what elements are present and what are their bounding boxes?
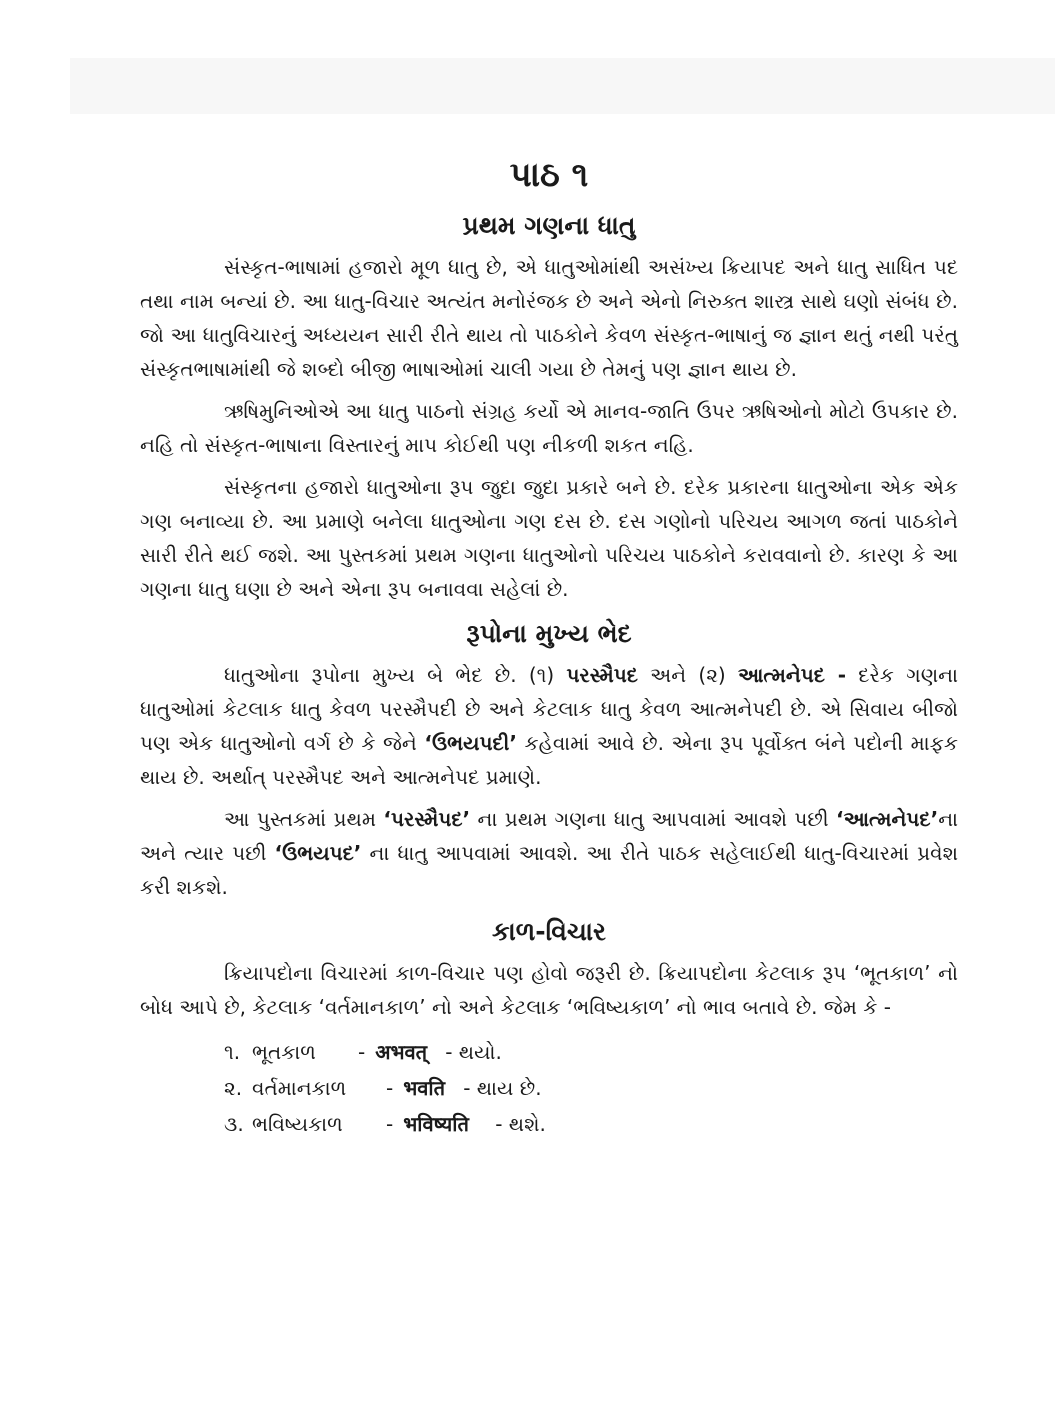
- separator-dash: -: [358, 1040, 366, 1064]
- header-band: [70, 58, 1055, 114]
- lesson-title: પાઠ ૧: [509, 155, 589, 195]
- paragraph-pada-types: [140, 658, 958, 794]
- paragraph-tense: ક્રિયાપદોના વિચારમાં કાળ-વિચાર પણ હોવો જરૂરી છે. ક્રિયાપદોના કેટલાક રૂપ ‘ભૂતકાળ’ નો બોધ આપે છે, કેટલાક ‘વર્તમાનકાળ’ નો અને કેટલાક ‘ભવિષ્યકાળ’ નો ભાવ બતાવે છે. જેમ કે -: [140, 961, 958, 1019]
- paragraph-book-order: [140, 802, 958, 904]
- term-parasmaipada: પરસ્મૈપદ: [566, 663, 638, 687]
- paragraph-rishis: ઋષિમુનિઓએ આ ધાતુ પાઠનો સંગ્રહ કર્યો એ માનવ-જાતિ ઉપર ઋષિઓનો મોટો ઉપકાર છે. નહિ તો સંસ્કૃત-ભાષાના વિસ્તારનું માપ કોઈથી પણ નીકળી શકત નહિ.: [140, 399, 958, 457]
- text-run: ના પ્રથમ ગણના ધાતુ આપવામાં આવશે પછી: [470, 807, 836, 831]
- section-heading-first-gana: પ્રથમ ગણના ધાતુ: [462, 211, 636, 240]
- item-number: ૧.: [224, 1040, 241, 1064]
- sanskrit-form: भविष्यति: [403, 1112, 469, 1136]
- text-run: ધાતુઓના રૂપોના મુખ્ય બે ભેદ છે. (૧): [224, 663, 567, 687]
- separator-dash: -: [386, 1112, 394, 1136]
- tense-name: ભવિષ્યકાળ: [252, 1112, 343, 1136]
- sanskrit-form: भवति: [403, 1076, 445, 1100]
- item-number: ૨.: [224, 1076, 243, 1100]
- term-ubhayapada: ‘ઉભયપદ’: [274, 841, 362, 865]
- item-number: ૩.: [224, 1112, 244, 1136]
- sanskrit-form: अभवत्: [375, 1040, 428, 1064]
- text-run: કહેવામાં આવે છે. એના રૂપ પૂર્વોક્ત બંને પદોની માફક થાય છે. અર્થાત્ પરસ્મૈપદ અને આત્મનેપદ પ્રમાણે.: [140, 731, 959, 789]
- page-content: [140, 150, 958, 1142]
- term-ubhayapadi: ‘ઉભયપદી’: [424, 731, 517, 755]
- meaning: - થશે.: [495, 1112, 546, 1136]
- section-heading-forms: રૂપોના મુખ્ય ભેદ: [466, 619, 632, 648]
- list-item: [224, 1070, 958, 1106]
- term-atmanepada: આત્મનેપદ -: [737, 663, 847, 687]
- list-item: [224, 1034, 958, 1070]
- text-run: અને (૨): [637, 663, 738, 687]
- separator-dash: -: [386, 1076, 394, 1100]
- term-atmanepada: ‘આત્મનેપદ’: [836, 807, 939, 831]
- meaning: - થાય છે.: [463, 1076, 542, 1100]
- paragraph-ganas: સંસ્કૃતના હજારો ધાતુઓના રૂપ જુદા જુદા પ્રકારે બને છે. દરેક પ્રકારના ધાતુઓના એક એક ગણ બનાવ્યા છે. આ પ્રમાણે બનેલા ધાતુઓના ગણ દસ છે. દસ ગણોનો પરિચય આગળ જતાં પાઠકોને સારી રીતે થઈ જશે. આ પુસ્તકમાં પ્રથમ ગણના ધાતુઓનો પરિચય પાઠકોને કરાવવાનો છે. કારણ કે આ ગણના ધાતુ ઘણા છે અને એના રૂપ બનાવવા સહેલાં છે.: [140, 475, 958, 601]
- text-run: દરેક ગણના ધાતુઓમાં કેટલાક ધાતુ કેવળ પરસ્મૈપદી છે અને કેટલાક ધાતુ કેવળ આત્મનેપદી છે. એ સિવાય બીજો પણ એક ધાતુઓનો વર્ગ છે કે જેને: [140, 663, 958, 755]
- list-item: [224, 1106, 958, 1142]
- text-run: ના ધાતુ આપવામાં આવશે. આ રીતે પાઠક સહેલાઈથી ધાતુ-વિચારમાં પ્રવેશ કરી શકશે.: [140, 841, 958, 899]
- tense-examples-list: [224, 1034, 958, 1142]
- paragraph-intro: સંસ્કૃત-ભાષામાં હજારો મૂળ ધાતુ છે, એ ધાતુઓમાંથી અસંખ્ય ક્રિયાપદ અને ધાતુ સાધિત પદ તથા નામ બન્યાં છે. આ ધાતુ-વિચાર અત્યંત મનોરંજક છે અને એનો નિરુક્ત શાસ્ત્ર સાથે ઘણો સંબંધ છે. જો આ ધાતુવિચારનું અધ્યયન સારી રીતે થાય તો પાઠકોને કેવળ સંસ્કૃત-ભાષાનું જ જ્ઞાન થતું નથી પરંતુ સંસ્કૃતભાષામાંથી જે શબ્દો બીજી ભાષાઓમાં ચાલી ગયા છે તેમનું પણ જ્ઞાન થાય છે.: [140, 255, 958, 381]
- text-run: ના અને ત્યાર પછી: [140, 807, 958, 865]
- text-run: આ પુસ્તકમાં પ્રથમ: [224, 807, 384, 831]
- meaning: - થયો.: [445, 1040, 502, 1064]
- section-heading-tense: કાળ-વિચાર: [492, 917, 606, 946]
- tense-name: ભૂતકાળ: [252, 1040, 316, 1064]
- term-parasmaipada: ‘પરસ્મૈપદ’: [383, 807, 471, 831]
- tense-name: વર્તમાનકાળ: [252, 1076, 347, 1100]
